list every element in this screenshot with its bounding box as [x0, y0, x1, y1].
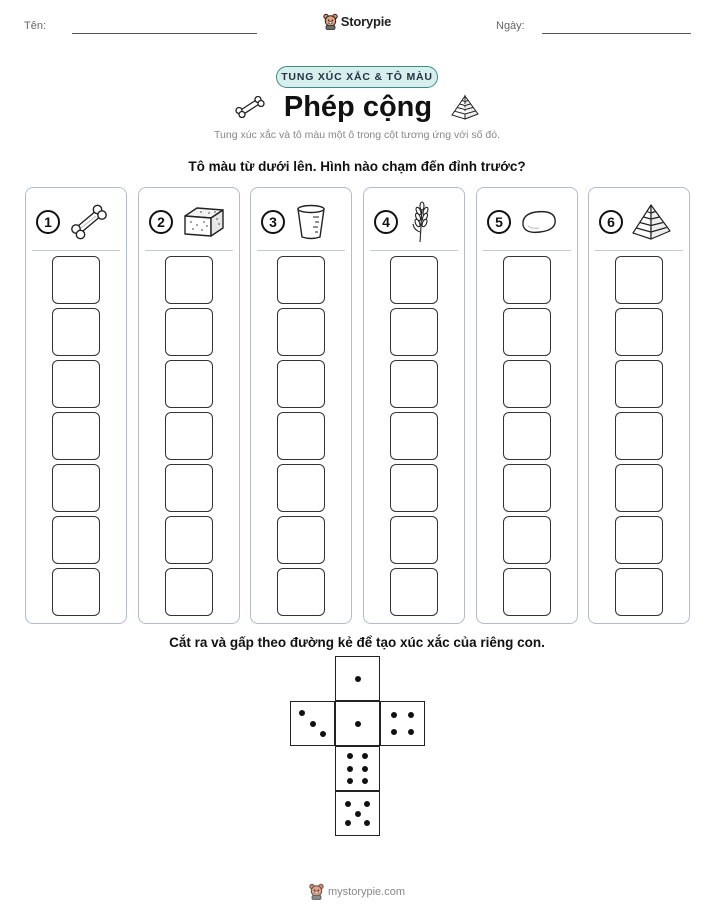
- color-cell[interactable]: [165, 256, 213, 304]
- sponge-icon: [181, 203, 227, 241]
- color-cell[interactable]: [615, 308, 663, 356]
- column-5: [476, 187, 578, 624]
- die-pip: [362, 753, 368, 759]
- color-cell[interactable]: [165, 360, 213, 408]
- color-cell[interactable]: [503, 516, 551, 564]
- column-header: [364, 200, 464, 244]
- color-cell[interactable]: [277, 568, 325, 616]
- color-cell[interactable]: [52, 256, 100, 304]
- column-number: 3: [261, 210, 285, 234]
- die-face-right: [380, 701, 425, 746]
- color-cell[interactable]: [615, 568, 663, 616]
- color-cell[interactable]: [390, 516, 438, 564]
- footer: [0, 883, 714, 900]
- die-pip: [408, 712, 414, 718]
- color-cell[interactable]: [277, 308, 325, 356]
- color-cell[interactable]: [615, 256, 663, 304]
- column-4: [363, 187, 465, 624]
- die-pip: [355, 721, 361, 727]
- color-cell[interactable]: [390, 568, 438, 616]
- color-cell[interactable]: [503, 464, 551, 512]
- die-face-center: [335, 701, 380, 746]
- die-pip: [320, 731, 326, 737]
- die-pip: [347, 778, 353, 784]
- color-cell[interactable]: [503, 412, 551, 460]
- column-header: [26, 200, 126, 244]
- die-pip: [364, 801, 370, 807]
- pyramid-icon: [450, 94, 480, 120]
- column-header: [251, 200, 351, 244]
- color-cell[interactable]: [52, 464, 100, 512]
- color-cell[interactable]: [277, 412, 325, 460]
- color-cell[interactable]: [277, 516, 325, 564]
- subtitle: Tung xúc xắc và tô màu một ô trong cột tương ứng với số đó.: [214, 129, 500, 141]
- column-number: 1: [36, 210, 60, 234]
- color-cell[interactable]: [277, 256, 325, 304]
- column-6: [588, 187, 690, 624]
- column-divider: [483, 250, 571, 251]
- color-cell[interactable]: [52, 360, 100, 408]
- color-cell[interactable]: [390, 256, 438, 304]
- bear-logo-icon: [309, 883, 324, 900]
- pyramid-icon: [631, 203, 673, 241]
- bone-icon: [234, 96, 266, 118]
- column-header: [139, 200, 239, 244]
- die-pip: [408, 729, 414, 735]
- brand-name: Storypie: [340, 14, 392, 29]
- die-pip: [364, 820, 370, 826]
- column-2: [138, 187, 240, 624]
- instruction: Tô màu từ dưới lên. Hình nào chạm đến đỉnh trước?: [188, 159, 526, 174]
- color-cell[interactable]: [52, 516, 100, 564]
- potato-icon: [519, 205, 559, 239]
- page-title: Phép cộng: [283, 90, 433, 123]
- column-1: [25, 187, 127, 624]
- bone-icon: [68, 202, 110, 242]
- column-divider: [32, 250, 120, 251]
- color-cell[interactable]: [165, 464, 213, 512]
- color-cell[interactable]: [390, 412, 438, 460]
- color-cell[interactable]: [615, 464, 663, 512]
- color-cell[interactable]: [390, 360, 438, 408]
- die-face-left: [290, 701, 335, 746]
- color-cell[interactable]: [165, 516, 213, 564]
- name-label: Tên:: [24, 20, 47, 32]
- color-cell[interactable]: [52, 308, 100, 356]
- die-face-top: [335, 656, 380, 701]
- color-cell[interactable]: [165, 568, 213, 616]
- column-number: 2: [149, 210, 173, 234]
- color-cell[interactable]: [390, 464, 438, 512]
- wheat-icon: [406, 200, 436, 244]
- color-cell[interactable]: [615, 516, 663, 564]
- die-pip: [345, 820, 351, 826]
- die-pip: [347, 766, 353, 772]
- column-divider: [145, 250, 233, 251]
- color-cell[interactable]: [52, 412, 100, 460]
- color-cell[interactable]: [165, 412, 213, 460]
- color-cell[interactable]: [503, 568, 551, 616]
- die-face-bottom: [335, 791, 380, 836]
- column-number: 4: [374, 210, 398, 234]
- column-3: [250, 187, 352, 624]
- color-cell[interactable]: [277, 360, 325, 408]
- die-pip: [355, 676, 361, 682]
- die-pip: [310, 721, 316, 727]
- column-divider: [595, 250, 683, 251]
- bear-logo-icon: [323, 13, 338, 30]
- color-cell[interactable]: [503, 308, 551, 356]
- measuring-cup-icon: [293, 202, 329, 242]
- color-cell[interactable]: [52, 568, 100, 616]
- date-line[interactable]: [542, 33, 691, 34]
- column-number: 6: [599, 210, 623, 234]
- date-label: Ngày:: [496, 20, 525, 32]
- color-cell[interactable]: [615, 412, 663, 460]
- brand-logo: [0, 13, 714, 30]
- die-pip: [391, 712, 397, 718]
- color-cell[interactable]: [390, 308, 438, 356]
- color-cell[interactable]: [503, 360, 551, 408]
- die-pip: [355, 811, 361, 817]
- die-face-lower: [335, 746, 380, 791]
- color-cell[interactable]: [615, 360, 663, 408]
- die-pip: [391, 729, 397, 735]
- title-row: [0, 88, 714, 126]
- color-cell[interactable]: [503, 256, 551, 304]
- die-pip: [299, 710, 305, 716]
- name-line[interactable]: [72, 33, 257, 34]
- color-cell[interactable]: [277, 464, 325, 512]
- activity-badge: TUNG XÚC XẮC & TÔ MÀU: [276, 66, 438, 88]
- column-header: [589, 200, 689, 244]
- die-pip: [345, 801, 351, 807]
- cut-instruction: Cắt ra và gấp theo đường kẻ để tạo xúc xắc của riêng con.: [169, 635, 545, 650]
- die-pip: [347, 753, 353, 759]
- die-pip: [362, 766, 368, 772]
- column-header: [477, 200, 577, 244]
- die-pip: [362, 778, 368, 784]
- column-divider: [370, 250, 458, 251]
- column-number: 5: [487, 210, 511, 234]
- color-cell[interactable]: [165, 308, 213, 356]
- footer-url[interactable]: mystorypie.com: [327, 885, 406, 898]
- column-divider: [257, 250, 345, 251]
